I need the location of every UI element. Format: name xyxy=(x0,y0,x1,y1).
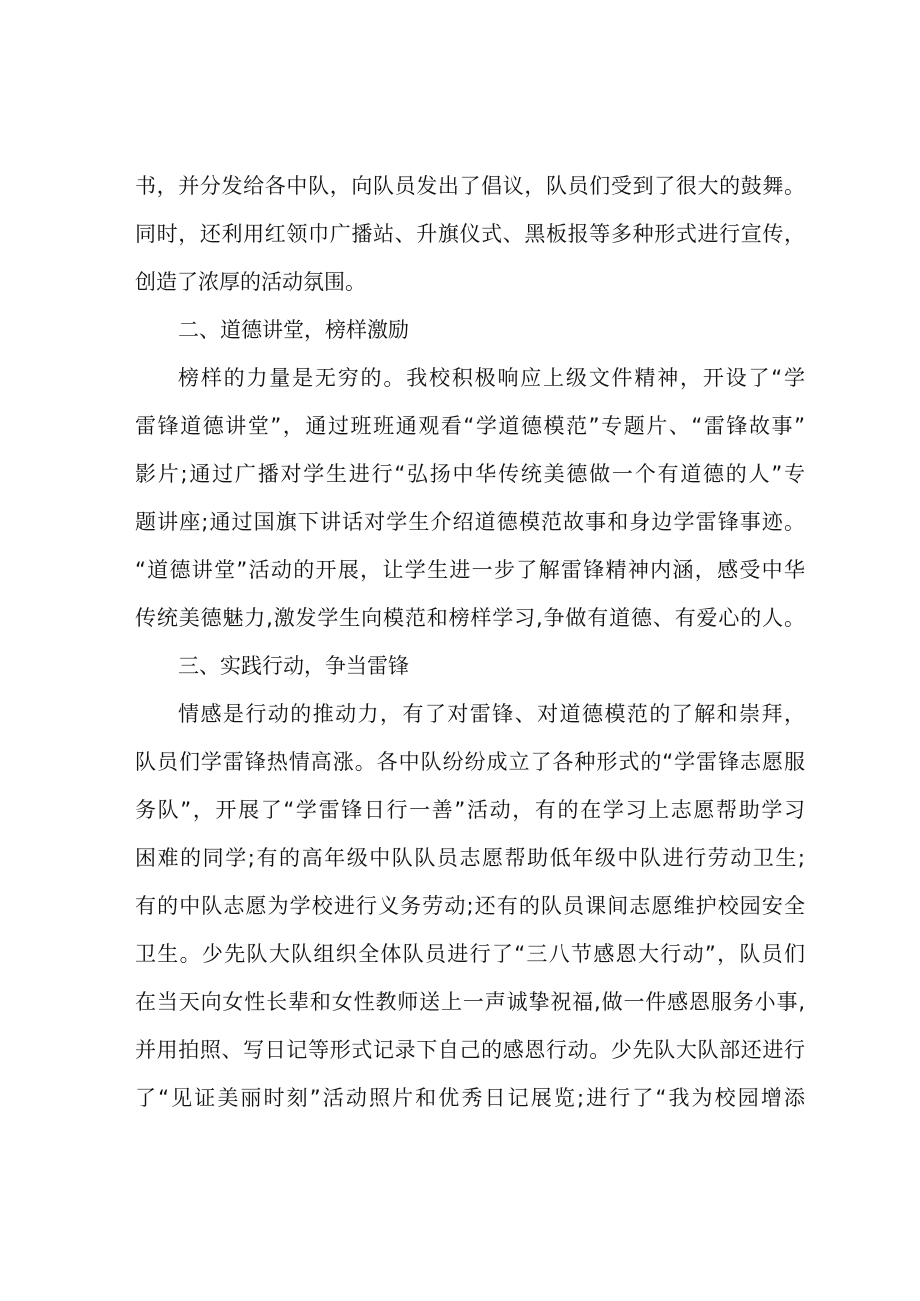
text-line: 在当天向女性长辈和女性教师送上一声诚挚祝福,做一件感恩服务小事, xyxy=(135,990,805,1014)
text-line: “道德讲堂”活动的开展，让学生进一步了解雷锋精神内涵，感受中华 xyxy=(135,558,805,582)
text-line: 影片;通过广播对学生进行“弘扬中华传统美德做一个有道德的人”专 xyxy=(135,462,805,486)
text-line: 创造了浓厚的活动氛围。 xyxy=(135,270,366,294)
text-line: 榜样的力量是无穷的。我校积极响应上级文件精神，开设了“学 xyxy=(178,366,805,390)
text-line: 困难的同学;有的高年级中队队员志愿帮助低年级中队进行劳动卫生; xyxy=(135,846,805,870)
text-line: 同时，还利用红领巾广播站、升旗仪式、黑板报等多种形式进行宣传， xyxy=(135,222,805,246)
section-heading: 三、实践行动，争当雷锋 xyxy=(178,654,409,678)
text-line: 了“见证美丽时刻”活动照片和优秀日记展览;进行了“我为校园增添 xyxy=(135,1086,805,1110)
text-line: 传统美德魅力,激发学生向模范和榜样学习,争做有道德、有爱心的人。 xyxy=(135,606,805,630)
text-line: 书，并分发给各中队，向队员发出了倡议，队员们受到了很大的鼓舞。 xyxy=(135,174,805,198)
text-line: 队员们学雷锋热情高涨。各中队纷纷成立了各种形式的“学雷锋志愿服 xyxy=(135,750,805,774)
text-line: 题讲座;通过国旗下讲话对学生介绍道德模范故事和身边学雷锋事迹。 xyxy=(135,510,805,534)
section-heading: 二、道德讲堂，榜样激励 xyxy=(178,318,409,342)
text-line: 情感是行动的推动力，有了对雷锋、对道德模范的了解和崇拜， xyxy=(178,702,805,726)
text-line: 雷锋道德讲堂”，通过班班通观看“学道德模范”专题片、“雷锋故事” xyxy=(135,414,805,438)
text-line: 务队”，开展了“学雷锋日行一善”活动，有的在学习上志愿帮助学习 xyxy=(135,798,805,822)
text-line: 卫生。少先队大队组织全体队员进行了“三八节感恩大行动”，队员们 xyxy=(135,942,805,966)
text-line: 并用拍照、写日记等形式记录下自己的感恩行动。少先队大队部还进行 xyxy=(135,1038,805,1062)
text-line: 有的中队志愿为学校进行义务劳动;还有的队员课间志愿维护校园安全 xyxy=(135,894,805,918)
